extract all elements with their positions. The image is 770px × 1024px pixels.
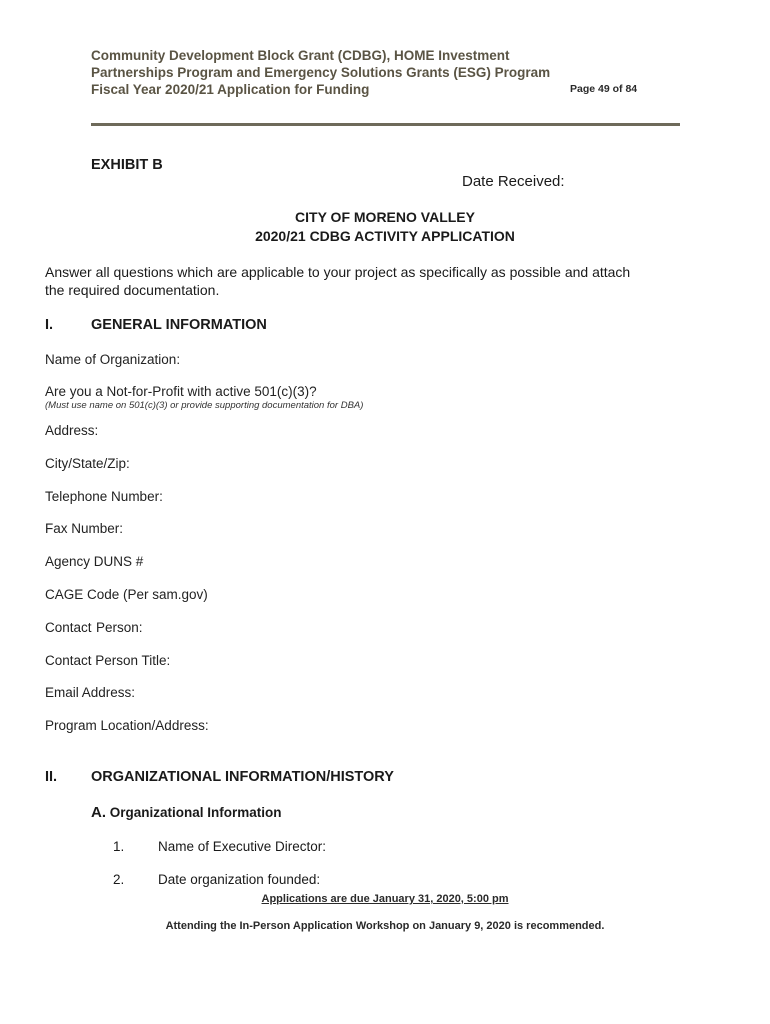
subsection-a	[91, 804, 282, 821]
field-org-name: Name of Organization:	[45, 352, 181, 367]
field-address: Address:	[45, 423, 99, 438]
field-duns: Agency DUNS #	[45, 554, 144, 569]
page-number: Page 49 of 84	[570, 83, 638, 95]
item-1-number: 1.	[113, 839, 125, 854]
header-line-2: Partnerships Program and Emergency Solutions Grants (ESG) Program	[91, 65, 551, 80]
subsection-a-letter: A.	[91, 804, 106, 821]
field-nonprofit: Are you a Not-for-Profit with active 501(c)(3)?	[45, 384, 317, 399]
field-contact-word: Contact	[45, 620, 92, 635]
section-2-number: II.	[45, 769, 58, 785]
item-1-label: Name of Executive Director:	[158, 839, 327, 854]
field-fax: Fax Number:	[45, 521, 124, 536]
footer-workshop: Attending the In-Person Application Workshop on January 9, 2020 is recommended.	[165, 920, 605, 932]
section-1-number: I.	[45, 317, 54, 333]
section-1-title: GENERAL INFORMATION	[91, 317, 267, 333]
field-contact-title: Contact Person Title:	[45, 653, 171, 668]
field-cage-code: CAGE Code (Per sam.gov)	[45, 587, 208, 602]
item-2-label: Date organization founded:	[158, 872, 321, 887]
subsection-a-title: Organizational Information	[109, 805, 282, 820]
section-2-title: ORGANIZATIONAL INFORMATION/HISTORY	[91, 769, 394, 785]
footer-due-date: Applications are due January 31, 2020, 5:00 pm	[261, 893, 509, 905]
field-contact-person: Person:	[96, 620, 143, 635]
field-nonprofit-note: (Must use name on 501(c)(3) or provide supporting documentation for DBA)	[45, 400, 364, 411]
field-email: Email Address:	[45, 685, 136, 700]
header-line-1: Community Development Block Grant (CDBG), HOME Investment	[91, 48, 510, 63]
title-application: 2020/21 CDBG ACTIVITY APPLICATION	[255, 228, 515, 244]
item-2-number: 2.	[113, 872, 125, 887]
title-city: CITY OF MORENO VALLEY	[295, 209, 475, 225]
field-telephone: Telephone Number:	[45, 489, 163, 504]
exhibit-label: EXHIBIT B	[91, 157, 163, 173]
field-program-location: Program Location/Address:	[45, 718, 209, 733]
date-received-label: Date Received:	[462, 173, 565, 190]
intro-line-2: the required documentation.	[45, 282, 220, 298]
intro-line-1: Answer all questions which are applicable to your project as specifically as possible and attach	[45, 264, 631, 280]
header-line-3: Fiscal Year 2020/21 Application for Funding	[91, 82, 370, 97]
field-city-state-zip: City/State/Zip:	[45, 456, 130, 471]
header-divider	[91, 123, 680, 126]
